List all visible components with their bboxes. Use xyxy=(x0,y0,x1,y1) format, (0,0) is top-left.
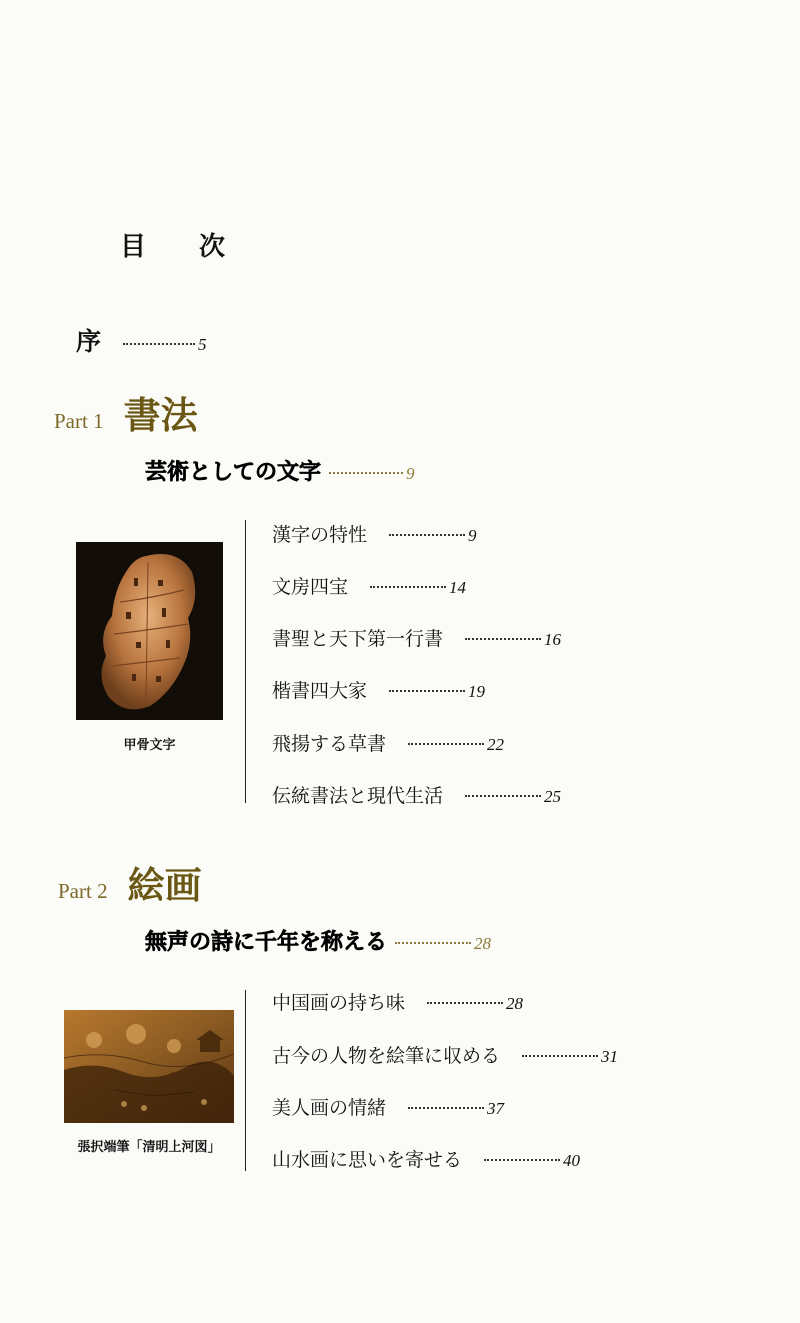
page-number: 31 xyxy=(601,1047,619,1066)
page-number: 25 xyxy=(544,787,562,806)
toc-item[interactable] xyxy=(272,520,477,547)
entry-label: 序 xyxy=(76,327,102,356)
leader-dots xyxy=(408,1107,484,1109)
page-number: 37 xyxy=(487,1099,505,1118)
part-2-heading xyxy=(58,855,202,909)
divider-line xyxy=(245,520,246,803)
oracle-bone-picture xyxy=(76,542,223,720)
page-number: 19 xyxy=(468,682,486,701)
item-label: 伝統書法と現代生活 xyxy=(272,785,444,807)
toc-item[interactable] xyxy=(272,988,523,1015)
part-title: 絵画 xyxy=(127,863,202,907)
item-label: 飛揚する草書 xyxy=(272,733,387,755)
leader-dots xyxy=(465,638,541,640)
page-number: 14 xyxy=(449,578,467,597)
item-label: 古今の人物を絵筆に収める xyxy=(272,1045,501,1067)
oracle-bone-image xyxy=(76,542,223,720)
page-number: 9 xyxy=(468,526,477,545)
toc-item[interactable] xyxy=(272,1041,618,1068)
page-number: 22 xyxy=(487,735,505,754)
leader-dots xyxy=(389,534,465,536)
leader-dots xyxy=(522,1055,598,1057)
leader-dots xyxy=(465,795,541,797)
toc-item[interactable] xyxy=(272,572,466,599)
item-label: 美人画の情緒 xyxy=(272,1097,387,1119)
leader-dots xyxy=(370,586,446,588)
leader-dots xyxy=(123,343,195,345)
page-number: 28 xyxy=(506,994,524,1013)
page-number: 5 xyxy=(198,335,207,354)
toc-item[interactable] xyxy=(272,624,561,651)
part-1-heading xyxy=(54,385,198,439)
toc-title: 目 次 xyxy=(120,232,248,262)
leader-dots xyxy=(389,690,465,692)
leader-dots xyxy=(395,942,471,944)
item-label: 文房四宝 xyxy=(272,576,349,598)
page-number: 9 xyxy=(406,464,415,483)
toc-item[interactable] xyxy=(272,729,504,756)
page-number: 28 xyxy=(474,934,492,953)
section-title: 芸術としての文字 xyxy=(145,460,322,485)
item-label: 中国画の持ち味 xyxy=(272,992,406,1014)
item-label: 書聖と天下第一行書 xyxy=(272,628,444,650)
part-label: Part 1 xyxy=(54,409,104,433)
leader-dots xyxy=(408,743,484,745)
section-entry-part2[interactable] xyxy=(145,925,491,956)
image-caption: 張択端筆「清明上河図」 xyxy=(77,1140,221,1155)
toc-item[interactable] xyxy=(272,781,561,808)
image-caption: 甲骨文字 xyxy=(123,738,176,753)
item-label: 楷書四大家 xyxy=(272,680,368,702)
painting-picture xyxy=(64,1010,234,1123)
part-label: Part 2 xyxy=(58,879,108,903)
part-title: 書法 xyxy=(123,393,198,437)
leader-dots xyxy=(427,1002,503,1004)
divider-line xyxy=(245,990,246,1171)
toc-item[interactable] xyxy=(272,1145,580,1172)
page-number: 16 xyxy=(544,630,562,649)
toc-item[interactable] xyxy=(272,676,485,703)
section-title: 無声の詩に千年を称える xyxy=(145,930,388,955)
page-number: 40 xyxy=(563,1151,581,1170)
section-entry-part1[interactable] xyxy=(145,455,415,486)
toc-item[interactable] xyxy=(272,1093,504,1120)
item-label: 山水画に思いを寄せる xyxy=(272,1149,463,1171)
leader-dots xyxy=(484,1159,560,1161)
item-label: 漢字の特性 xyxy=(272,524,368,546)
toc-entry-preface[interactable] xyxy=(76,322,207,358)
qingming-painting-image xyxy=(64,1010,234,1123)
leader-dots xyxy=(329,472,403,474)
